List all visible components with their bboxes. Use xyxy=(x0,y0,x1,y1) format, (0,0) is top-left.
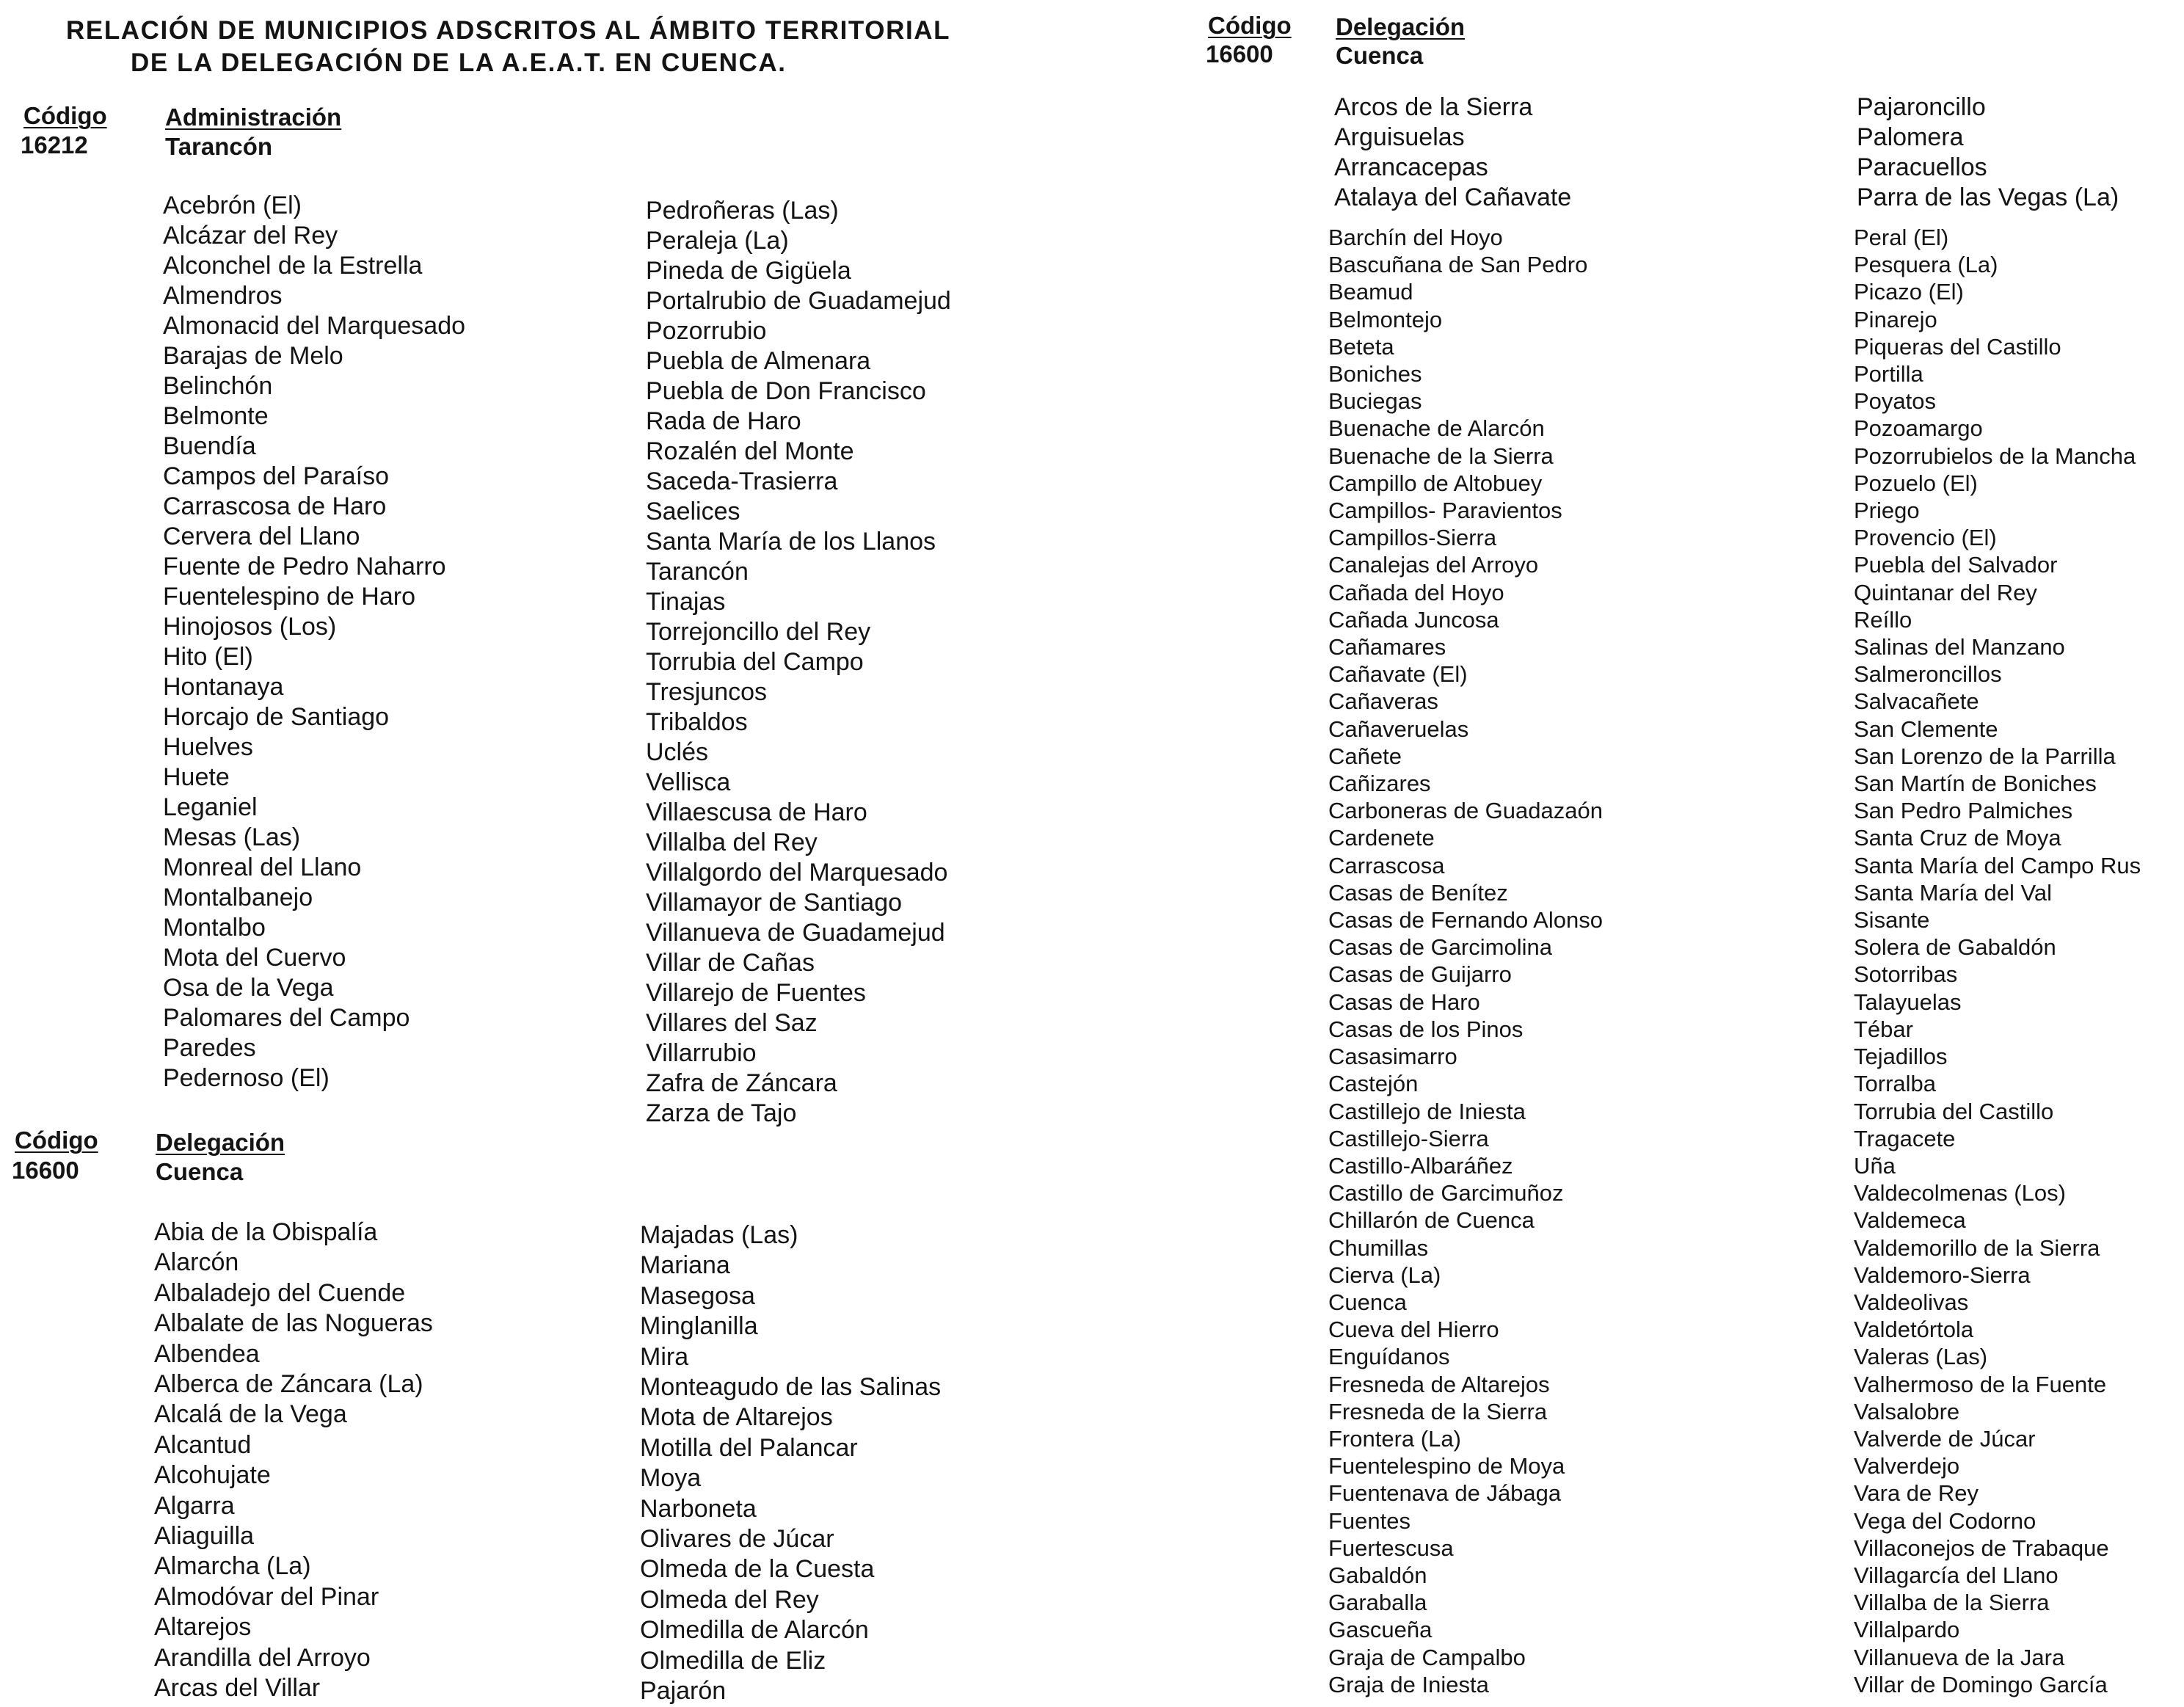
municipality-item: Hito (El) xyxy=(163,643,253,671)
tipo-label: Delegación xyxy=(1336,13,1466,40)
municipality-item: Castillo de Garcimuñoz xyxy=(1328,1180,1564,1206)
municipality-item: Villar de Cañas xyxy=(646,949,815,977)
municipality-item: Tébar xyxy=(1854,1016,1913,1042)
codigo-value: 16600 xyxy=(12,1157,79,1184)
municipality-item: Leganiel xyxy=(163,793,258,821)
municipality-item: Pozuelo (El) xyxy=(1854,470,1978,496)
office-name: Cuenca xyxy=(156,1158,244,1185)
municipality-item: Casas de los Pinos xyxy=(1328,1016,1524,1042)
municipality-item: Villaescusa de Haro xyxy=(646,798,867,826)
municipality-item: Montalbanejo xyxy=(163,884,313,911)
office-name: Cuenca xyxy=(1336,42,1424,69)
municipality-item: Beamud xyxy=(1328,279,1413,305)
municipality-item: Mesas (Las) xyxy=(163,823,301,851)
municipality-item: Montalbo xyxy=(163,914,266,942)
municipality-item: Puebla de Almenara xyxy=(646,347,871,375)
municipality-item: Moya xyxy=(640,1464,702,1493)
municipality-item: Campos del Paraíso xyxy=(163,462,390,490)
municipality-item: Tejadillos xyxy=(1854,1044,1948,1070)
municipality-item: Huelves xyxy=(163,733,253,761)
municipality-item: Buciegas xyxy=(1328,388,1422,415)
municipality-item: Campillos-Sierra xyxy=(1328,525,1497,551)
municipality-item: Cardenete xyxy=(1328,825,1435,851)
municipality-item: Mota de Altarejos xyxy=(640,1403,833,1432)
municipality-item: Graja de Iniesta xyxy=(1328,1671,1489,1697)
municipality-item: Fuente de Pedro Naharro xyxy=(163,553,446,580)
municipality-item: Villaconejos de Trabaque xyxy=(1854,1535,2109,1561)
municipality-item: Valverdejo xyxy=(1854,1453,1960,1479)
municipality-item: Alconchel de la Estrella xyxy=(163,252,423,280)
municipality-item: Albendea xyxy=(154,1339,260,1368)
municipality-item: Tribaldos xyxy=(646,708,748,736)
municipality-item: Parra de las Vegas (La) xyxy=(1857,183,2119,211)
municipality-item: Arguisuelas xyxy=(1334,123,1465,151)
municipality-item: Fuentelespino de Moya xyxy=(1328,1453,1565,1479)
municipality-item: Santa María de los Llanos xyxy=(646,528,936,556)
municipality-item: Santa Cruz de Moya xyxy=(1854,825,2061,851)
tipo-label: Administración xyxy=(165,103,342,131)
municipality-list-cuenca-right-col1a xyxy=(1334,92,1571,213)
municipality-item: Masegosa xyxy=(640,1281,755,1310)
municipality-item: Saelices xyxy=(646,498,740,525)
municipality-item: Rozalén del Monte xyxy=(646,437,854,465)
municipality-list-tarancon-col2 xyxy=(646,196,951,1129)
municipality-item: Alarcón xyxy=(154,1248,239,1277)
municipality-item: Cañada Juncosa xyxy=(1328,606,1499,633)
municipality-item: Narboneta xyxy=(640,1494,757,1523)
municipality-item: Palomares del Campo xyxy=(163,1004,410,1032)
municipality-item: Tinajas xyxy=(646,588,726,616)
municipality-item: Arcas del Villar xyxy=(154,1674,321,1703)
municipality-list-tarancon-col1 xyxy=(163,191,465,1093)
municipality-item: Majadas (Las) xyxy=(640,1221,798,1249)
municipality-item: Pajarón xyxy=(640,1677,727,1706)
document-title-line2: DE LA DELEGACIÓN DE LA A.E.A.T. EN CUENCA. xyxy=(131,48,787,77)
municipality-item: Cañada del Hoyo xyxy=(1328,579,1504,605)
municipality-item: Palomera xyxy=(1857,123,1964,151)
municipality-item: Uclés xyxy=(646,738,709,766)
municipality-item: Boniches xyxy=(1328,361,1422,387)
municipality-item: Cañaveruelas xyxy=(1328,716,1469,742)
municipality-item: Cañamares xyxy=(1328,634,1446,660)
municipality-item: Vega del Codorno xyxy=(1854,1507,2036,1534)
municipality-item: Cañete xyxy=(1328,743,1402,769)
municipality-item: Albaladejo del Cuende xyxy=(154,1278,406,1307)
municipality-item: Talayuelas xyxy=(1854,989,1962,1015)
municipality-item: Villagarcía del Llano xyxy=(1854,1562,2059,1588)
municipality-item: Carrascosa xyxy=(1328,852,1445,878)
municipality-item: Abia de la Obispalía xyxy=(154,1218,378,1246)
municipality-item: San Pedro Palmiches xyxy=(1854,798,2073,824)
municipality-item: Castillejo de Iniesta xyxy=(1328,1098,1526,1124)
municipality-item: Valdemeca xyxy=(1854,1207,1966,1234)
codigo-label: Código xyxy=(23,102,107,129)
municipality-item: Reíllo xyxy=(1854,606,1912,633)
municipality-item: Villalpardo xyxy=(1854,1617,1960,1643)
municipality-item: Alcalá de la Vega xyxy=(154,1400,347,1429)
municipality-item: Castillo-Albaráñez xyxy=(1328,1152,1513,1179)
municipality-item: Fuertescusa xyxy=(1328,1535,1454,1561)
municipality-item: Cierva (La) xyxy=(1328,1262,1441,1288)
municipality-item: Casas de Haro xyxy=(1328,989,1480,1015)
municipality-item: Villarrubio xyxy=(646,1039,757,1067)
municipality-item: Valhermoso de la Fuente xyxy=(1854,1371,2107,1397)
municipality-item: Sisante xyxy=(1854,907,1930,933)
municipality-item: Almarcha (La) xyxy=(154,1552,311,1581)
municipality-item: Fuentenava de Jábaga xyxy=(1328,1480,1562,1507)
municipality-item: Alberca de Záncara (La) xyxy=(154,1370,423,1399)
municipality-item: Huete xyxy=(163,763,230,791)
municipality-item: Cervera del Llano xyxy=(163,523,360,550)
municipality-item: Picazo (El) xyxy=(1854,279,1964,305)
municipality-item: Torrubia del Castillo xyxy=(1854,1098,2054,1124)
municipality-item: Provencio (El) xyxy=(1854,525,1997,551)
municipality-item: Cañizares xyxy=(1328,771,1431,797)
municipality-item: Casas de Garcimolina xyxy=(1328,934,1552,961)
municipality-item: Valdetórtola xyxy=(1854,1317,1974,1343)
municipality-item: Casas de Benítez xyxy=(1328,879,1508,906)
municipality-item: Valdemoro-Sierra xyxy=(1854,1262,2031,1288)
codigo-label: Código xyxy=(1208,12,1292,39)
municipality-item: Mariana xyxy=(640,1251,730,1280)
municipality-item: Pesquera (La) xyxy=(1854,252,1998,278)
municipality-item: Salvacañete xyxy=(1854,688,1979,715)
municipality-item: Rada de Haro xyxy=(646,407,801,435)
municipality-item: Saceda-Trasierra xyxy=(646,467,838,495)
municipality-item: Pozorrubio xyxy=(646,317,767,345)
municipality-item: Pozorrubielos de la Mancha xyxy=(1854,443,2136,469)
municipality-item: Arrancacepas xyxy=(1334,153,1488,181)
municipality-item: Olmedilla de Alarcón xyxy=(640,1616,869,1645)
tipo-label: Delegación xyxy=(156,1129,285,1156)
municipality-item: Tarancón xyxy=(646,558,749,586)
municipality-item: Peral (El) xyxy=(1854,225,1949,250)
municipality-item: Villares del Saz xyxy=(646,1009,818,1037)
municipality-item: Cañavate (El) xyxy=(1328,661,1468,688)
municipality-item: Santa María del Val xyxy=(1854,879,2052,906)
municipality-item: Casas de Fernando Alonso xyxy=(1328,907,1603,933)
municipality-item: Casas de Guijarro xyxy=(1328,961,1512,988)
municipality-item: Villalgordo del Marquesado xyxy=(646,859,948,887)
municipality-item: Mota del Cuervo xyxy=(163,944,346,972)
municipality-item: Zafra de Záncara xyxy=(646,1069,837,1097)
municipality-item: Quintanar del Rey xyxy=(1854,579,2037,605)
municipality-item: Zarza de Tajo xyxy=(646,1099,797,1127)
municipality-item: Peraleja (La) xyxy=(646,227,789,255)
municipality-item: Cueva del Hierro xyxy=(1328,1317,1499,1343)
municipality-item: Campillos- Paravientos xyxy=(1328,498,1562,524)
municipality-item: Castillejo-Sierra xyxy=(1328,1125,1489,1151)
municipality-item: Canalejas del Arroyo xyxy=(1328,552,1539,578)
municipality-item: Osa de la Vega xyxy=(163,974,334,1002)
municipality-item: Cañaveras xyxy=(1328,688,1438,715)
municipality-item: Pajaroncillo xyxy=(1857,93,1986,121)
document-title-line1: RELACIÓN DE MUNICIPIOS ADSCRITOS AL ÁMBITO TERRITORIAL xyxy=(66,16,951,45)
municipality-item: Acebrón (El) xyxy=(163,192,302,219)
municipality-item: Monteagudo de las Salinas xyxy=(640,1373,942,1402)
municipality-item: Vara de Rey xyxy=(1854,1480,1979,1507)
municipality-item: Buenache de la Sierra xyxy=(1328,443,1554,469)
municipality-item: San Clemente xyxy=(1854,716,1998,742)
municipality-item: Chillarón de Cuenca xyxy=(1328,1207,1535,1234)
municipality-item: Valdemorillo de la Sierra xyxy=(1854,1234,2100,1261)
municipality-item: Almonacid del Marquesado xyxy=(163,312,466,340)
municipality-item: Fresneda de Altarejos xyxy=(1328,1371,1550,1397)
municipality-item: Pinarejo xyxy=(1854,306,1937,332)
municipality-item: Olivares de Júcar xyxy=(640,1525,834,1554)
municipality-item: Aliaguilla xyxy=(154,1522,255,1551)
municipality-item: Almodóvar del Pinar xyxy=(154,1582,379,1611)
municipality-item: Valdeolivas xyxy=(1854,1289,1969,1315)
codigo-value: 16212 xyxy=(21,131,88,159)
municipality-item: Alcohujate xyxy=(154,1461,271,1490)
municipality-item: San Martín de Boniches xyxy=(1854,771,2097,797)
municipality-item: Pineda de Gigüela xyxy=(646,257,851,285)
municipality-item: Priego xyxy=(1854,498,1920,524)
municipality-item: Graja de Campalbo xyxy=(1328,1644,1526,1670)
municipality-item: Garaballa xyxy=(1328,1590,1427,1616)
municipality-item: Hontanaya xyxy=(163,673,284,701)
municipality-item: Poyatos xyxy=(1854,388,1937,415)
municipality-item: Beteta xyxy=(1328,333,1394,360)
municipality-item: Arandilla del Arroyo xyxy=(154,1643,371,1672)
municipality-item: Puebla de Don Francisco xyxy=(646,377,926,405)
municipality-list-cuenca-right-col2a xyxy=(1857,92,2119,213)
municipality-item: Pedroñeras (Las) xyxy=(646,197,839,225)
municipality-item: Valeras (Las) xyxy=(1854,1344,1988,1370)
municipality-item: Olmedilla de Eliz xyxy=(640,1646,826,1675)
codigo-label: Código xyxy=(15,1127,98,1154)
municipality-item: Casasimarro xyxy=(1328,1044,1457,1070)
municipality-item: Algarra xyxy=(154,1491,235,1520)
municipality-item: Atalaya del Cañavate xyxy=(1334,183,1572,211)
municipality-item: Belinchón xyxy=(163,372,273,400)
municipality-item: Carboneras de Guadazaón xyxy=(1328,798,1603,824)
municipality-item: Villar de Domingo García xyxy=(1854,1671,2108,1697)
municipality-item: Torralba xyxy=(1854,1071,1936,1097)
municipality-item: Monreal del Llano xyxy=(163,854,362,881)
municipality-item: Valverde de Júcar xyxy=(1854,1425,2036,1452)
municipality-item: Hinojosos (Los) xyxy=(163,613,337,641)
municipality-item: Portalrubio de Guadamejud xyxy=(646,287,951,315)
municipality-item: Torrejoncillo del Rey xyxy=(646,618,871,646)
municipality-item: Valdecolmenas (Los) xyxy=(1854,1180,2066,1206)
municipality-item: Piqueras del Castillo xyxy=(1854,333,2061,360)
municipality-item: Barajas de Melo xyxy=(163,342,343,370)
municipality-item: Almendros xyxy=(163,282,283,310)
municipality-item: Barchín del Hoyo xyxy=(1328,225,1503,250)
municipality-item: Belmontejo xyxy=(1328,306,1443,332)
municipality-item: Castejón xyxy=(1328,1071,1419,1097)
municipality-item: Gabaldón xyxy=(1328,1562,1427,1588)
municipality-item: Alcázar del Rey xyxy=(163,222,338,250)
municipality-item: Campillo de Altobuey xyxy=(1328,470,1543,496)
municipality-item: Bascuñana de San Pedro xyxy=(1328,252,1588,278)
municipality-item: Villanueva de la Jara xyxy=(1854,1644,2065,1670)
municipality-item: Mira xyxy=(640,1342,689,1371)
municipality-item: Salmeroncillos xyxy=(1854,661,2002,688)
municipality-item: Carrascosa de Haro xyxy=(163,492,387,520)
municipality-item: Villalba de la Sierra xyxy=(1854,1590,2050,1616)
municipality-item: Paracuellos xyxy=(1857,153,1987,181)
municipality-item: Salinas del Manzano xyxy=(1854,634,2065,660)
municipality-item: Chumillas xyxy=(1328,1234,1429,1261)
municipality-list-cuenca-right-col1b xyxy=(1328,224,1603,1698)
municipality-item: Minglanilla xyxy=(640,1312,758,1341)
municipality-item: Horcajo de Santiago xyxy=(163,703,390,731)
municipality-item: Belmonte xyxy=(163,402,269,430)
municipality-item: Olmeda de la Cuesta xyxy=(640,1555,875,1584)
municipality-list-cuenca-col2 xyxy=(640,1220,941,1707)
municipality-item: Paredes xyxy=(163,1034,256,1062)
municipality-item: Sotorribas xyxy=(1854,961,1958,988)
municipality-item: Arcos de la Sierra xyxy=(1334,93,1533,121)
municipality-item: Fuentes xyxy=(1328,1507,1411,1534)
municipality-item: Fuentelespino de Haro xyxy=(163,583,416,611)
municipality-item: Villalba del Rey xyxy=(646,829,818,856)
municipality-item: Tragacete xyxy=(1854,1125,1956,1151)
municipality-item: Buendía xyxy=(163,432,256,460)
municipality-item: Vellisca xyxy=(646,768,731,796)
municipality-item: Olmeda del Rey xyxy=(640,1585,819,1614)
municipality-item: Gascueña xyxy=(1328,1617,1433,1643)
municipality-item: Enguídanos xyxy=(1328,1344,1450,1370)
municipality-item: Alcantud xyxy=(154,1430,252,1459)
municipality-item: San Lorenzo de la Parrilla xyxy=(1854,743,2116,769)
municipality-item: Solera de Gabaldón xyxy=(1854,934,2056,961)
municipality-item: Tresjuncos xyxy=(646,678,768,706)
municipality-item: Uña xyxy=(1854,1152,1896,1179)
municipality-item: Pedernoso (El) xyxy=(163,1064,330,1092)
municipality-item: Buenache de Alarcón xyxy=(1328,415,1545,442)
municipality-item: Pozoamargo xyxy=(1854,415,1983,442)
municipality-item: Villarejo de Fuentes xyxy=(646,979,866,1007)
municipality-item: Fresneda de la Sierra xyxy=(1328,1398,1548,1424)
municipality-item: Altarejos xyxy=(154,1613,252,1642)
municipality-item: Cuenca xyxy=(1328,1289,1407,1315)
municipality-item: Motilla del Palancar xyxy=(640,1433,858,1462)
codigo-value: 16600 xyxy=(1206,40,1273,68)
municipality-item: Villanueva de Guadamejud xyxy=(646,919,945,947)
municipality-item: Portilla xyxy=(1854,361,1923,387)
municipality-item: Torrubia del Campo xyxy=(646,648,864,676)
office-name: Tarancón xyxy=(165,133,273,160)
municipality-item: Valsalobre xyxy=(1854,1398,1960,1424)
municipality-list-cuenca-right-col2b xyxy=(1854,224,2141,1698)
municipality-item: Villamayor de Santiago xyxy=(646,889,903,917)
municipality-list-cuenca-col1 xyxy=(154,1218,433,1704)
municipality-item: Frontera (La) xyxy=(1328,1425,1461,1452)
municipality-item: Puebla del Salvador xyxy=(1854,552,2058,578)
municipality-item: Santa María del Campo Rus xyxy=(1854,852,2141,878)
municipality-item: Albalate de las Nogueras xyxy=(154,1309,433,1338)
